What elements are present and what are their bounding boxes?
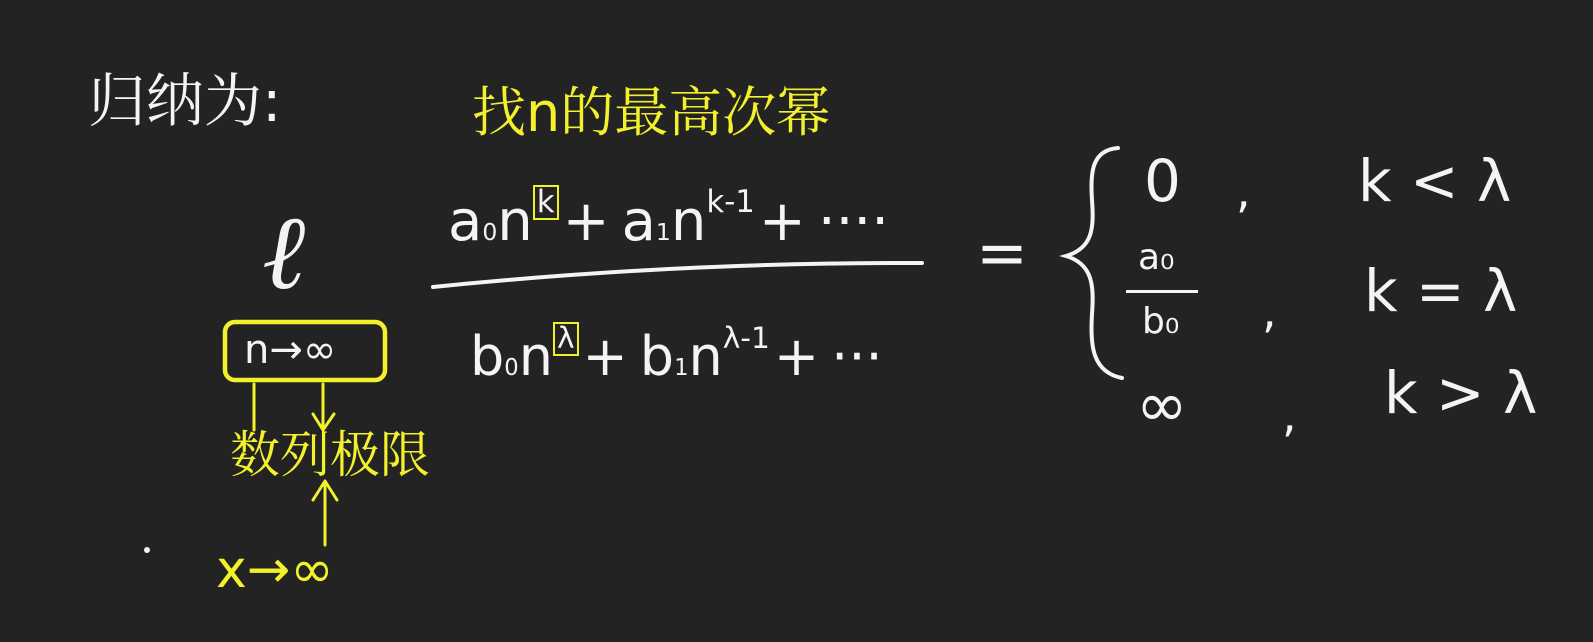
num-k-minus-1: k-1 — [706, 184, 755, 221]
x-var: x — [216, 540, 247, 600]
den-dots: ··· — [831, 325, 883, 388]
stray-dot — [144, 547, 150, 553]
fraction-bar — [433, 263, 922, 287]
case-1-comma: , — [1236, 164, 1251, 218]
x-to-infinity — [216, 540, 334, 600]
num-plus1: + — [562, 189, 610, 254]
den-plus2: + — [773, 325, 820, 388]
den-lambda-minus-1: λ-1 — [722, 321, 770, 357]
num-a1: a — [621, 189, 656, 254]
cases-brace — [1066, 148, 1122, 378]
case-2-value-num: a₀ — [1138, 237, 1175, 278]
num-n1: n — [497, 189, 533, 254]
num-dots: ···· — [817, 189, 890, 254]
num-a0-sub: 0 — [482, 218, 498, 247]
num-plus2: + — [758, 189, 806, 254]
page-title: 归纳为: — [88, 67, 282, 135]
den-b0-sub: 0 — [504, 355, 519, 382]
case-1-condition: k < λ — [1358, 147, 1512, 215]
num-a1-sub: 1 — [655, 218, 671, 247]
den-n1: n — [518, 325, 553, 388]
case-3-comma: , — [1282, 388, 1297, 442]
limit-symbol: ℓ — [262, 191, 306, 313]
case-1-value: 0 — [1144, 147, 1181, 215]
limit-arrow: → — [269, 327, 303, 373]
den-n2: n — [688, 325, 723, 388]
case-3-value: ∞ — [1136, 368, 1188, 441]
numerator — [448, 184, 890, 254]
case-2-fraction-bar — [1126, 290, 1198, 293]
x-infinity: ∞ — [290, 540, 334, 600]
limit-subscript — [244, 327, 337, 373]
den-b1: b — [639, 325, 675, 388]
equals-sign: = — [976, 216, 1028, 289]
num-n2: n — [670, 189, 707, 254]
case-2-value-den: b₀ — [1142, 301, 1180, 342]
annotation-highest-power: 找n的最高次幂 — [472, 81, 831, 144]
num-k-boxed: k — [533, 185, 559, 220]
limit-var-n: n — [244, 327, 270, 373]
den-b0: b — [470, 325, 505, 388]
label-sequence-limit: 数列极限 — [230, 426, 430, 484]
denominator — [470, 321, 883, 388]
x-arrow: → — [246, 540, 291, 600]
den-plus1: + — [582, 325, 628, 388]
case-3-condition: k > λ — [1384, 359, 1538, 427]
case-2-condition: k = λ — [1364, 257, 1518, 325]
case-2-comma: , — [1262, 284, 1277, 338]
num-a0: a — [448, 189, 483, 254]
limit-infinity: ∞ — [302, 327, 337, 373]
den-lambda-boxed: λ — [553, 322, 579, 356]
den-b1-sub: 1 — [674, 355, 689, 382]
